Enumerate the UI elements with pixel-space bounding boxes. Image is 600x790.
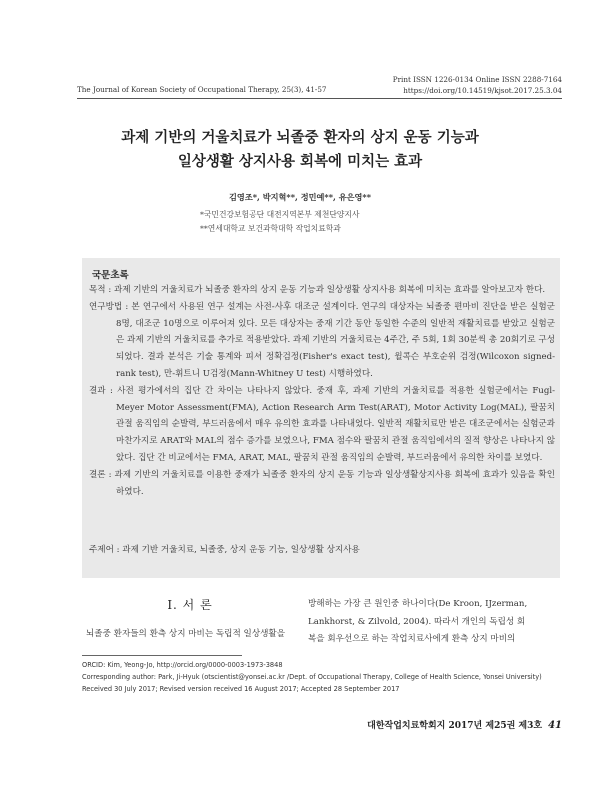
intro-right-line-3: 복을 회우선으로 하는 작업치료사에게 환측 상지 마비의 [308, 634, 516, 644]
issn-text: Print ISSN 1226-0134 Online ISSN 2288-7164 [392, 75, 562, 84]
paper-title-line-1: 과제 기반의 거울치료가 뇌졸중 환자의 상지 운동 기능과 [121, 129, 479, 146]
abstract-methods: 연구방법 : 본 연구에서 사용된 연구 설계는 사전-사후 대조군 설계이다. 연구의 대상자는 뇌졸중 편마비 진단을 받은 실험군 8명, 대조군 10명으로 이루어져 있다. 모든 대상자는 중재 기간 동안 동일한 수준의 일반적 재활치료를 받았고 실험군은 과제 기반의 거울치료를 추가로 적용받았다. 과제 기반의 거울치료는 4주간, 주 5회, 1회 30분씩 총 20회기로 구성되었다. 결과 분석은 기술 통계와 피셔 정확검정(Fisher's exact test), 윌콕슨 부호순위 검정(Wilcoxon signed-rank test), 만-휘트니 U검정(Mann-Whitney U test) 시행하였다. [89, 301, 555, 379]
abstract-body [89, 282, 555, 500]
orcid-footnote: ORCID: Kim, Yeong-Jo, http://orcid.org/0000-0003-1973-3848 [82, 661, 283, 669]
page-footer [367, 718, 562, 731]
intro-right-line-2: Lankhorst, & Zilvold, 2004). 따라서 개인의 독립성 회 [308, 616, 526, 627]
header-rule [77, 98, 562, 99]
abstract-heading: 국문초록 [92, 270, 129, 281]
intro-right-line-1: 방해하는 가장 큰 원인중 하나이다(De Kroon, IJzerman, [308, 599, 528, 609]
abstract-results: 결과 : 사전 평가에서의 집단 간 차이는 나타나지 않았다. 중재 후, 과제 기반의 거울치료를 적용한 실험군에서는 Fugl-Meyer Motor Assessment(FMA), Action Research Arm Test(ARAT), Motor Activity Log(MAL), 팔꿈치 관절 움직임의 순발력, 부드러움에서 매우 유의한 효과를 나타내었다. 일반적 재활치료만 받은 대조군에서는 실험군과 마찬가지로 ARAT와 MAL의 점수 증가를 보였으나, FMA 점수와 팔꿈치 관절 움직임에서의 질적 향상은 나타나지 않았다. 집단 간 비교에서는 FMA, ARAT, MAL, 팔꿈치 관절 움직임의 순발력, 부드러움에서 유의한 차이를 보였다. [89, 385, 555, 463]
journal-citation: The Journal of Korean Society of Occupational Therapy, 25(3), 41-57 [77, 85, 327, 94]
footnotes [82, 659, 562, 695]
footer-journal: 대한작업치료학회지 2017년 제25권 제3호 [367, 721, 543, 731]
abstract-purpose: 목적 : 과제 기반의 거울치료가 뇌졸중 환자의 상지 운동 기능과 일상생활 상지사용 회복에 미치는 효과를 알아보고자 한다. [89, 285, 546, 295]
header-issn-block [393, 74, 562, 96]
affiliations [200, 208, 420, 236]
corresponding-author-footnote: Corresponding author: Park, Ji-Hyuk (otscientist@yonsei.ac.kr /Dept. of Occupational Therapy, College of Health Science, Yonsei University) [82, 673, 542, 681]
affiliation-2: **연세대학교 보건과학대학 작업치료학과 [200, 224, 341, 233]
received-dates-footnote: Received 30 July 2017; Revised version received 16 August 2017; Accepted 28 September 2017 [82, 685, 400, 693]
doi-link[interactable]: https://doi.org/10.14519/kjsot.2017.25.3.04 [403, 86, 562, 95]
page-number: 41 [548, 720, 562, 731]
footnote-rule [82, 655, 242, 656]
section-heading-introduction: I. 서 론 [167, 598, 213, 612]
abstract-box [82, 258, 560, 578]
author-list: 김영조*, 박지혁**, 정민예**, 유은영** [229, 192, 371, 202]
intro-left-column: 뇌졸중 환자들의 환측 상지 마비는 독립적 일상생활을 [86, 629, 286, 639]
abstract-conclusion: 결론 : 과제 기반의 거울치료를 이용한 중재가 뇌졸중 환자의 상지 운동 기능과 일상생활상지사용 회복에 효과가 있음을 확인하였다. [89, 469, 555, 497]
paper-title-line-2: 일상생활 상지사용 회복에 미치는 효과 [177, 153, 423, 170]
intro-right-column [308, 596, 568, 649]
keywords: 주제어 : 과제 기반 거울치료, 뇌졸중, 상지 운동 기능, 일상생활 상지사용 [89, 545, 360, 555]
affiliation-1: *국민건강보험공단 대전지역본부 제천단양지사 [200, 210, 360, 219]
